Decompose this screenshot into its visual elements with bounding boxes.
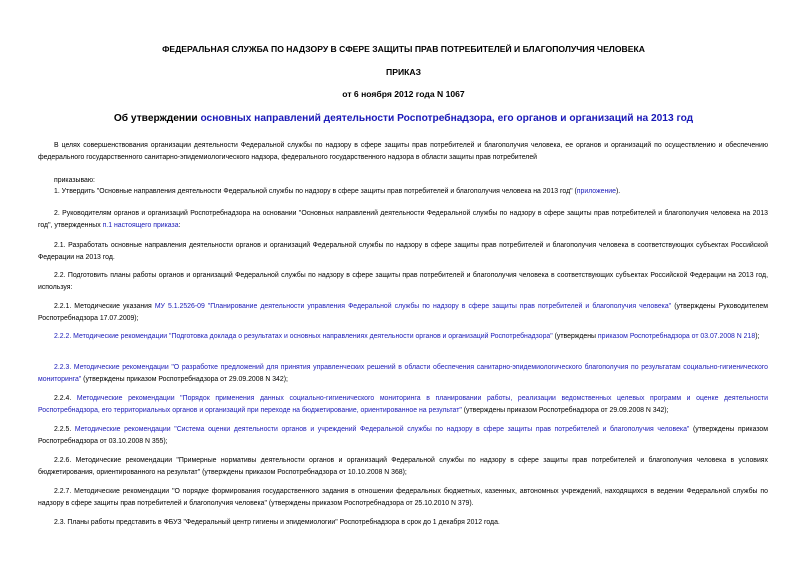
- monitoring-data-link[interactable]: Методические рекомендации "Порядок применения данных социально-гигиенического мониторинга в планировании работы, реализации ведомственных целевых программ и оценке деятельности Роспотребнадзора, его территориальных органов и организаций при переходе на бюджетирование, ориентированное на результат": [38, 395, 768, 414]
- paragraph-2-2-2-tail: );: [755, 333, 760, 340]
- paragraph-1-tail: ).: [615, 188, 621, 195]
- doc-type-heading: ПРИКАЗ: [386, 67, 421, 77]
- paragraph-2-2-6: 2.2.6. Методические рекомендации "Примерные нормативы деятельности органов и организаций Федеральной службы по надзору в сфере защиты прав потребителей и благополучия человека в условиях бюджетирования, ориентированного на результат" (утверждены приказом Роспотребнадзора от 10.10.2008 N 368);: [38, 457, 768, 476]
- paragraph-2-2-1: [38, 301, 768, 325]
- paragraph-2-1: 2.1. Разработать основные направления деятельности органов и организаций Федеральной службы по надзору в сфере защиты прав потребителей и благополучия человека в соответствующих субъектах Российской Федерации на 2013 год.: [38, 242, 768, 261]
- paragraph-2-2-3-tail: (утверждены приказом Роспотребнадзора от 29.09.2008 N 342);: [81, 376, 288, 383]
- paragraph-2-2-5: [38, 424, 768, 448]
- management-decisions-link[interactable]: 2.2.3. Методические рекомендации "О разработке предложений для принятия управленческих решений в области обеспечения санитарно-эпидемиологического благополучия по результатам социально-гигиенического мониторинга": [38, 364, 768, 383]
- appendix-link[interactable]: приложение: [576, 188, 616, 195]
- paragraph-2-2: 2.2. Подготовить планы работы органов и организаций Федеральной службы по надзору в сфере защиты прав потребителей и благополучия человека в соответствующих субъектах Российской Федерации на 2013 год, используя:: [38, 272, 768, 291]
- evaluation-system-link[interactable]: Методические рекомендации "Система оценки деятельности органов и учреждений Федеральной службы по надзору в сфере защиты прав потребителей и благополучия человека": [74, 426, 690, 433]
- paragraph-2-2-2-mid: (утверждены: [552, 333, 598, 340]
- paragraph-2-text: 2. Руководителям органов и организаций Роспотребнадзора на основании "Основных направлений деятельности Федеральной службы по надзору в сфере защиты прав потребителей и благополучия человека на 2013 год", утвержденных: [38, 210, 768, 229]
- paragraph-2-3: 2.3. Планы работы представить в ФБУЗ "Федеральный центр гигиены и эпидемиологии" Роспотребнадзора в срок до 1 декабря 2012 года.: [54, 519, 500, 526]
- clause-1-link[interactable]: п.1 настоящего приказа: [102, 222, 179, 229]
- paragraph-2-2-3: [38, 362, 768, 386]
- paragraph-2-2-2: [38, 331, 768, 343]
- paragraph-2-2-4-tail: (утверждены приказом Роспотребнадзора от 29.09.2008 N 342);: [461, 407, 669, 414]
- paragraph-2-2-1-text: 2.2.1. Методические указания: [54, 303, 155, 310]
- title-prefix: Об утверждении: [113, 113, 201, 124]
- document-title: [0, 113, 807, 124]
- report-preparation-link[interactable]: 2.2.2. Методические рекомендации "Подготовка доклада о результатах и основных направлениях деятельности органов и организаций Роспотребнадзора": [54, 333, 553, 340]
- agency-heading: ФЕДЕРАЛЬНАЯ СЛУЖБА ПО НАДЗОРУ В СФЕРЕ ЗАЩИТЫ ПРАВ ПОТРЕБИТЕЛЕЙ И БЛАГОПОЛУЧИЯ ЧЕЛОВЕКА: [162, 44, 645, 54]
- mu-5-1-2526-09-link[interactable]: МУ 5.1.2526-09 "Планирование деятельности управления Федеральной службы по надзору в сфере защиты прав потребителей и благополучия человека": [154, 303, 672, 310]
- preamble-paragraph: В целях совершенствования организации деятельности Федеральной службы по надзору в сфере защиты прав потребителей и благополучия человека, ее органов и организаций по осуществлению и обеспечению федерального государственного санитарно-эпидемиологического надзора, федерального государственного надзора в области защиты прав потребителей: [38, 142, 768, 161]
- paragraph-2-2-1-tail: (утверждены Руководителем Роспотребнадзора 17.07.2009);: [38, 303, 768, 322]
- doc-date-heading: от 6 ноября 2012 года N 1067: [342, 89, 465, 99]
- title-link[interactable]: основных направлений деятельности Роспотребнадзора, его органов и организаций на 2013 год: [200, 113, 694, 124]
- order-218-link[interactable]: приказом Роспотребнадзора от 03.07.2008 N 218: [597, 333, 756, 340]
- paragraph-2-2-5-text: 2.2.5.: [54, 426, 75, 433]
- order-word: приказываю:: [54, 177, 95, 184]
- paragraph-2-tail: :: [178, 222, 181, 229]
- paragraph-1: [38, 186, 768, 198]
- paragraph-2-2-4: [38, 393, 768, 417]
- paragraph-2-2-7: 2.2.7. Методические рекомендации "О порядке формирования государственного задания в отношении федеральных бюджетных, казенных, автономных учреждений, находящихся в ведении Федеральной службы по надзору в сфере защиты прав потребителей и благополучия человека" (утверждены приказом Роспотребнадзора от 25.10.2010 N 379).: [38, 488, 768, 507]
- paragraph-2-2-5-tail: (утверждены приказом Роспотребнадзора от 03.10.2008 N 355);: [38, 426, 769, 445]
- paragraph-2: [38, 208, 768, 232]
- paragraph-2-2-4-text: 2.2.4.: [54, 395, 77, 402]
- paragraph-1-text: 1. Утвердить "Основные направления деятельности Федеральной службы по надзору в сфере защиты прав потребителей и благополучия человека на 2013 год" (: [54, 188, 577, 195]
